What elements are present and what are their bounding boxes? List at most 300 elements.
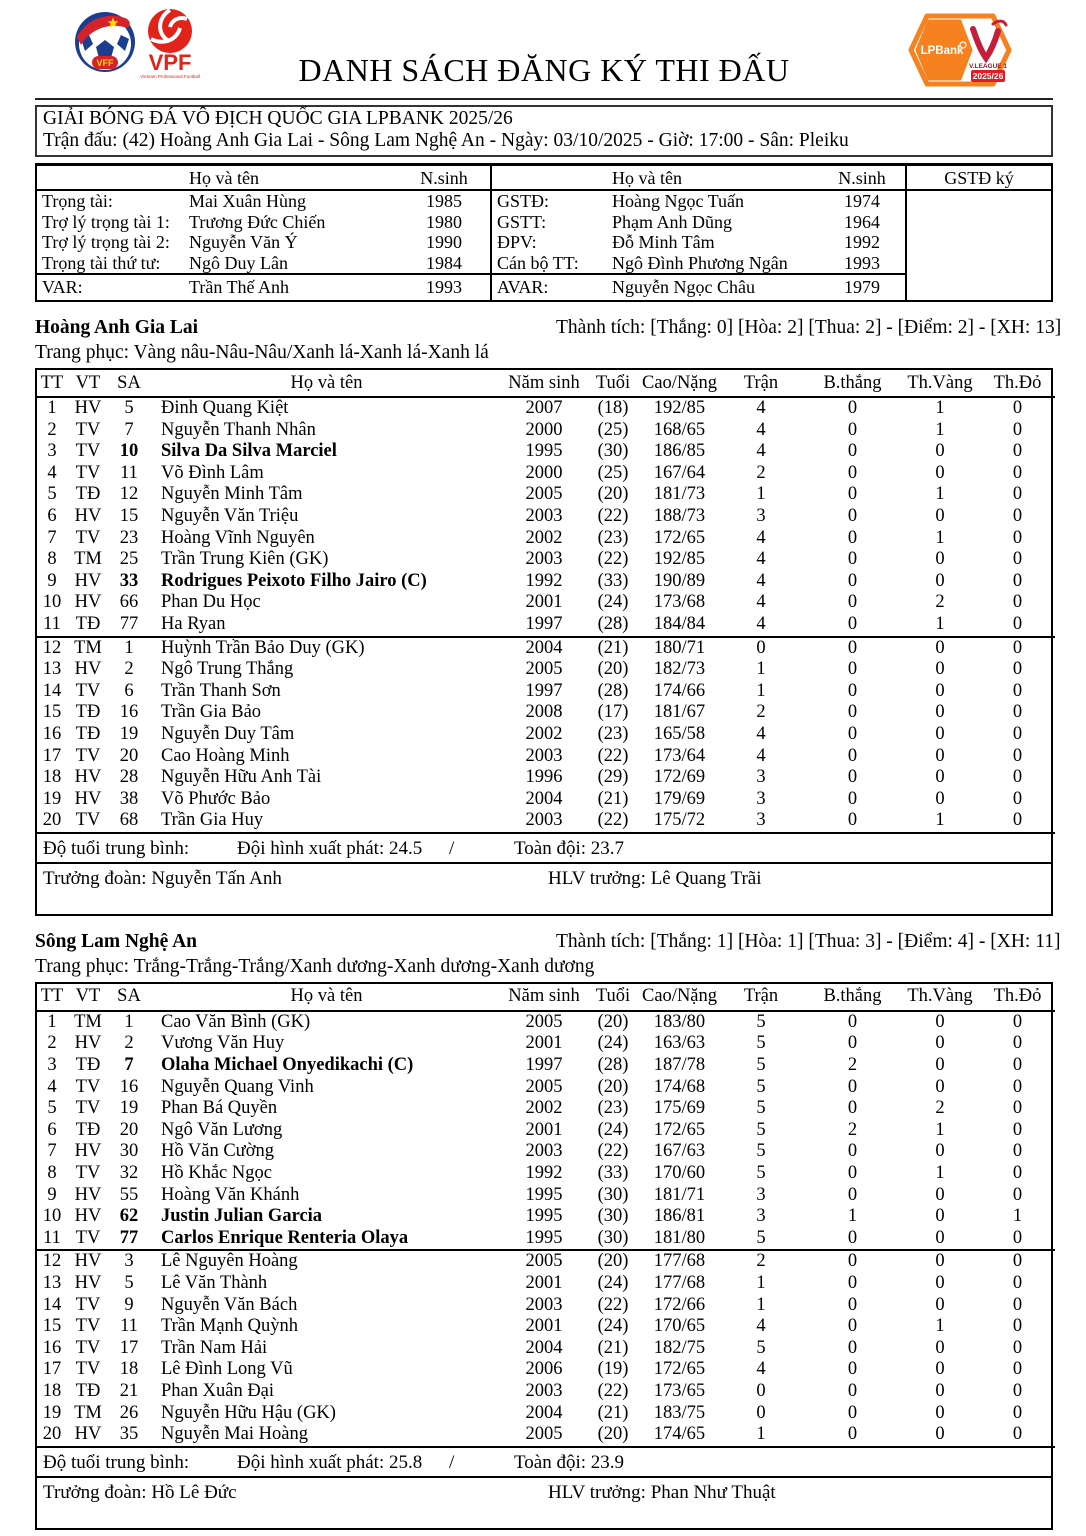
- player-vt: TĐ: [75, 613, 101, 634]
- player-red: 0: [1012, 723, 1023, 744]
- player-tt: 4: [47, 1076, 57, 1097]
- page-title: DANH SÁCH ĐĂNG KÝ THI ĐẤU: [298, 52, 790, 88]
- player-sa: 7: [124, 1055, 134, 1076]
- player-yellow: 0: [935, 1227, 945, 1248]
- player-vt: TV: [75, 462, 101, 483]
- player-vt: TĐ: [75, 1119, 101, 1140]
- player-red: 0: [1012, 1294, 1023, 1315]
- player-hw: 192/85: [653, 549, 706, 570]
- staff-row: [37, 1478, 1051, 1528]
- staff-row: [37, 864, 1051, 914]
- starters-body: [37, 1011, 1055, 1251]
- col-header-vt: VT: [67, 984, 109, 1011]
- player-matches: 4: [756, 1316, 766, 1337]
- player-name: Phan Xuân Đại: [161, 1380, 275, 1401]
- player-sa: 2: [124, 659, 134, 680]
- player-red: 1: [1012, 1206, 1023, 1227]
- player-age: (24): [597, 1273, 629, 1293]
- player-age: (21): [597, 788, 629, 809]
- player-yellow: 1: [935, 1119, 945, 1140]
- player-born: 1992: [525, 570, 563, 591]
- avar-row: [492, 273, 905, 300]
- official-role-label: Trọng tài thứ tư:: [42, 252, 161, 273]
- player-born: 2004: [525, 1402, 563, 1423]
- player-name: Nguyễn Quang Vinh: [161, 1076, 314, 1097]
- player-age: (17): [597, 702, 629, 723]
- birthyear-column-header: N.sinh: [838, 168, 886, 188]
- team-kit: Trang phục: Vàng nâu-Nâu-Nâu/Xanh lá-Xanh lá-Xanh lá: [35, 342, 489, 363]
- player-goals: 0: [847, 702, 858, 723]
- col-header-hw: Cao/Nặng: [642, 984, 717, 1011]
- player-matches: 4: [756, 549, 766, 570]
- team-record: Thành tích: [Thắng: 1] [Hòa: 1] [Thua: 3] - [Điểm: 4] - [XH: 11]: [556, 930, 1061, 952]
- player-vt: TV: [75, 1337, 101, 1358]
- player-yellow: 2: [935, 1098, 945, 1119]
- official-role-label: AVAR:: [497, 277, 549, 297]
- player-tt: 19: [42, 788, 62, 809]
- player-goals: 0: [847, 462, 858, 483]
- player-row: [37, 397, 1055, 420]
- official-row: [37, 212, 490, 233]
- player-sa: 20: [119, 745, 139, 766]
- player-hw: 172/65: [653, 1359, 706, 1380]
- player-row: [37, 549, 1055, 571]
- player-name: Trần Nam Hải: [161, 1337, 268, 1358]
- player-sa: 2: [124, 1033, 134, 1054]
- player-age: (22): [597, 745, 629, 766]
- vpf-sub-label: Vietnam Professional Football: [140, 74, 200, 79]
- player-tt: 1: [47, 1011, 57, 1032]
- player-sa: 30: [119, 1141, 139, 1162]
- player-born: 1997: [525, 1055, 563, 1076]
- player-yellow: 1: [935, 613, 945, 634]
- player-sa: 28: [119, 767, 139, 788]
- average-age-row: [37, 1448, 1051, 1478]
- player-red: 0: [1012, 1251, 1023, 1272]
- player-red: 0: [1012, 1337, 1023, 1358]
- player-red: 0: [1012, 1076, 1023, 1097]
- player-red: 0: [1012, 1011, 1023, 1032]
- player-sa: 3: [124, 1251, 134, 1272]
- player-yellow: 0: [935, 1424, 945, 1445]
- player-tt: 17: [42, 745, 62, 766]
- player-vt: HV: [74, 1184, 102, 1205]
- player-hw: 188/73: [653, 505, 706, 526]
- player-hw: 181/71: [653, 1184, 706, 1205]
- player-tt: 8: [47, 1163, 57, 1184]
- player-matches: 1: [756, 484, 766, 505]
- player-goals: 0: [847, 592, 858, 613]
- player-yellow: 0: [935, 723, 945, 744]
- player-goals: 0: [847, 613, 858, 634]
- player-row: [37, 659, 1055, 681]
- player-row: [37, 1273, 1055, 1295]
- starting-eleven-average: Đội hình xuất phát: 25.8: [237, 1451, 423, 1473]
- player-born: 2004: [525, 788, 563, 809]
- player-goals: 0: [847, 1294, 858, 1315]
- player-sa: 16: [119, 702, 139, 723]
- official-name: Trương Đức Chiến: [189, 211, 326, 232]
- player-vt: TĐ: [75, 702, 101, 723]
- player-row: [37, 1359, 1055, 1381]
- player-age: (20): [597, 659, 629, 680]
- player-goals: 0: [847, 659, 858, 680]
- player-matches: 5: [756, 1119, 766, 1140]
- team-header: [35, 930, 1061, 955]
- player-red: 0: [1012, 441, 1023, 462]
- official-birthyear: 1990: [426, 232, 462, 252]
- player-age: (28): [597, 613, 629, 634]
- player-yellow: 0: [935, 1141, 945, 1162]
- player-tt: 10: [42, 592, 62, 613]
- player-red: 0: [1012, 1316, 1023, 1337]
- player-tt: 9: [47, 1184, 57, 1205]
- player-red: 0: [1012, 810, 1023, 831]
- player-name: Silva Da Silva Marciel: [161, 441, 337, 462]
- player-tt: 12: [42, 637, 62, 658]
- player-red: 0: [1012, 788, 1023, 809]
- player-age: (20): [597, 1076, 629, 1097]
- player-yellow: 0: [935, 637, 945, 658]
- player-vt: HV: [74, 1141, 102, 1162]
- col-header-age: Tuổi: [584, 984, 642, 1011]
- player-sa: 35: [119, 1424, 139, 1445]
- players-table-header-row: [37, 984, 1055, 1011]
- player-yellow: 1: [935, 1316, 945, 1337]
- player-born: 2003: [525, 1141, 563, 1162]
- player-matches: 0: [756, 1380, 766, 1401]
- player-sa: 21: [119, 1380, 139, 1401]
- player-matches: 3: [756, 788, 766, 809]
- player-yellow: 0: [935, 767, 945, 788]
- player-name: Huỳnh Trần Bảo Duy (GK): [161, 637, 365, 658]
- official-row: [492, 253, 905, 274]
- player-red: 0: [1012, 570, 1023, 591]
- player-tt: 2: [47, 1033, 57, 1054]
- player-born: 2005: [525, 1251, 563, 1272]
- player-red: 0: [1012, 745, 1023, 766]
- player-hw: 192/85: [653, 398, 706, 418]
- player-matches: 5: [756, 1227, 766, 1248]
- player-row: [37, 637, 1055, 660]
- player-yellow: 0: [935, 702, 945, 723]
- player-vt: HV: [74, 1273, 102, 1293]
- player-matches: 5: [756, 1098, 766, 1119]
- starting-eleven-average: Đội hình xuất phát: 24.5: [237, 837, 423, 859]
- head-coach: HLV trưởng: Lê Quang Trãi: [548, 867, 762, 889]
- player-yellow: 0: [935, 1251, 945, 1272]
- player-row: [37, 1141, 1055, 1163]
- player-matches: 5: [756, 1141, 766, 1162]
- player-row: [37, 1381, 1055, 1403]
- player-born: 2001: [525, 1119, 563, 1140]
- player-row: [37, 724, 1055, 746]
- official-birthyear: 1985: [426, 191, 462, 211]
- player-yellow: 0: [935, 1206, 945, 1227]
- official-birthyear: 1992: [844, 232, 880, 252]
- player-row: [37, 767, 1055, 789]
- player-vt: HV: [74, 1424, 102, 1445]
- official-birthyear: 1993: [844, 252, 880, 273]
- player-name: Võ Phước Bảo: [161, 788, 271, 809]
- player-hw: 190/89: [653, 570, 706, 591]
- player-red: 0: [1012, 613, 1023, 634]
- player-vt: HV: [74, 788, 102, 809]
- player-sa: 55: [119, 1184, 139, 1205]
- player-row: [37, 1295, 1055, 1317]
- player-born: 2004: [525, 1337, 563, 1358]
- starters-body: [37, 397, 1055, 637]
- player-matches: 4: [756, 613, 766, 634]
- player-tt: 10: [42, 1206, 62, 1227]
- player-yellow: 0: [935, 462, 945, 483]
- player-matches: 2: [756, 462, 766, 483]
- player-red: 0: [1012, 1273, 1023, 1293]
- player-name: Phan Du Học: [161, 592, 261, 613]
- player-red: 0: [1012, 462, 1023, 483]
- player-tt: 18: [42, 767, 62, 788]
- player-name: Justin Julian Garcia: [161, 1206, 323, 1227]
- player-born: 2002: [525, 527, 563, 548]
- player-age: (25): [597, 462, 629, 483]
- player-born: 2001: [525, 1033, 563, 1054]
- player-tt: 16: [42, 723, 62, 744]
- player-yellow: 0: [935, 1294, 945, 1315]
- player-tt: 3: [47, 441, 57, 462]
- player-born: 2003: [525, 745, 563, 766]
- player-yellow: 0: [935, 1184, 945, 1205]
- col-header-goals: B.thắng: [805, 370, 900, 397]
- player-row: [37, 484, 1055, 506]
- player-tt: 15: [42, 702, 62, 723]
- player-hw: 172/65: [653, 527, 706, 548]
- player-hw: 181/67: [653, 702, 706, 723]
- player-red: 0: [1012, 1380, 1023, 1401]
- player-vt: TĐ: [75, 723, 101, 744]
- player-hw: 174/65: [653, 1424, 706, 1445]
- player-vt: TĐ: [75, 1380, 101, 1401]
- player-born: 2002: [525, 723, 563, 744]
- player-born: 2001: [525, 1316, 563, 1337]
- officials-header-spacer: [37, 166, 189, 189]
- team-roster-block: [35, 368, 1053, 916]
- player-hw: 168/65: [653, 419, 706, 440]
- player-age: (23): [597, 527, 629, 548]
- player-matches: 5: [756, 1076, 766, 1097]
- player-tt: 11: [43, 1227, 61, 1248]
- official-role-label: Trọng tài:: [42, 191, 113, 211]
- player-tt: 13: [42, 659, 62, 680]
- player-red: 0: [1012, 1141, 1023, 1162]
- player-vt: TM: [74, 1011, 102, 1032]
- player-red: 0: [1012, 484, 1023, 505]
- player-red: 0: [1012, 659, 1023, 680]
- player-born: 2004: [525, 637, 563, 658]
- official-row: [492, 275, 905, 300]
- player-matches: 4: [756, 1359, 766, 1380]
- player-goals: 2: [847, 1119, 858, 1140]
- player-born: 1995: [525, 441, 563, 462]
- player-name: Nguyễn Văn Triệu: [161, 505, 299, 526]
- player-sa: 38: [119, 788, 139, 809]
- player-vt: HV: [74, 1206, 102, 1227]
- player-hw: 165/58: [653, 723, 706, 744]
- name-column-header: Họ và tên: [189, 168, 259, 188]
- player-red: 0: [1012, 767, 1023, 788]
- player-goals: 0: [847, 637, 858, 658]
- player-yellow: 0: [935, 570, 945, 591]
- player-red: 0: [1012, 592, 1023, 613]
- player-tt: 16: [42, 1337, 62, 1358]
- player-hw: 173/64: [653, 745, 706, 766]
- player-hw: 186/85: [653, 441, 706, 462]
- player-name: Nguyễn Hữu Hậu (GK): [161, 1402, 336, 1423]
- player-age: (18): [597, 398, 629, 418]
- player-hw: 170/60: [653, 1163, 706, 1184]
- col-header-name: Họ và tên: [149, 984, 504, 1011]
- player-sa: 25: [119, 549, 139, 570]
- player-age: (22): [597, 549, 629, 570]
- player-tt: 6: [47, 505, 57, 526]
- player-name: Carlos Enrique Renteria Olaya: [161, 1227, 409, 1248]
- player-name: Nguyễn Văn Bách: [161, 1294, 298, 1315]
- player-yellow: 0: [935, 1076, 945, 1097]
- player-sa: 6: [124, 680, 134, 701]
- col-header-hw: Cao/Nặng: [642, 370, 717, 397]
- player-age: (25): [597, 419, 629, 440]
- player-row: [37, 441, 1055, 463]
- player-age: (24): [597, 592, 629, 613]
- player-age: (20): [597, 1424, 629, 1445]
- player-born: 1995: [525, 1206, 563, 1227]
- official-role-label: Cán bộ TT:: [497, 252, 579, 273]
- player-goals: 0: [847, 788, 858, 809]
- player-matches: 1: [756, 1294, 766, 1315]
- player-sa: 68: [119, 810, 139, 831]
- player-sa: 33: [119, 570, 139, 591]
- player-row: [37, 1011, 1055, 1034]
- player-row: [37, 1228, 1055, 1251]
- player-row: [37, 528, 1055, 550]
- player-sa: 9: [124, 1294, 134, 1315]
- player-yellow: 0: [935, 441, 945, 462]
- player-age: (29): [597, 767, 629, 788]
- player-name: Ha Ryan: [161, 613, 226, 634]
- player-goals: 0: [847, 1337, 858, 1358]
- player-name: Olaha Michael Onyedikachi (C): [161, 1055, 414, 1076]
- player-tt: 7: [47, 1141, 57, 1162]
- player-sa: 26: [119, 1402, 139, 1423]
- name-column-header: Họ và tên: [612, 168, 682, 188]
- player-row: [37, 463, 1055, 485]
- player-row: [37, 1185, 1055, 1207]
- vpf-label: VPF: [148, 50, 192, 75]
- player-yellow: 0: [935, 1380, 945, 1401]
- player-age: (28): [597, 1055, 629, 1076]
- player-born: 2008: [525, 702, 563, 723]
- player-name: Nguyễn Thanh Nhân: [161, 419, 316, 440]
- officials-right-body: [492, 191, 905, 273]
- officials-left-section: [37, 166, 492, 300]
- player-vt: TM: [74, 549, 102, 570]
- player-matches: 0: [756, 1402, 766, 1423]
- player-yellow: 2: [935, 592, 945, 613]
- player-red: 0: [1012, 1055, 1023, 1076]
- player-yellow: 0: [935, 680, 945, 701]
- player-name: Hoàng Vĩnh Nguyên: [161, 527, 315, 548]
- player-vt: HV: [74, 1033, 102, 1054]
- player-matches: 3: [756, 767, 766, 788]
- player-yellow: 0: [935, 1011, 945, 1032]
- player-age: (20): [597, 484, 629, 505]
- player-age: (22): [597, 810, 629, 831]
- player-sa: 15: [119, 505, 139, 526]
- player-row: [37, 1206, 1055, 1228]
- player-name: Lê Nguyên Hoàng: [161, 1251, 298, 1272]
- document-header: [35, 0, 1053, 100]
- player-goals: 0: [847, 680, 858, 701]
- player-age: (24): [597, 1316, 629, 1337]
- player-red: 0: [1012, 527, 1023, 548]
- player-vt: TV: [75, 810, 101, 831]
- player-goals: 0: [847, 419, 858, 440]
- player-hw: 174/68: [653, 1076, 706, 1097]
- col-header-born: Năm sinh: [504, 984, 584, 1011]
- player-age: (23): [597, 723, 629, 744]
- player-vt: TM: [74, 1402, 102, 1423]
- official-role-label: ĐPV:: [497, 232, 537, 252]
- player-tt: 19: [42, 1402, 62, 1423]
- player-sa: 12: [119, 484, 139, 505]
- player-vt: TV: [75, 745, 101, 766]
- player-hw: 175/69: [653, 1098, 706, 1119]
- player-yellow: 0: [935, 1337, 945, 1358]
- official-birthyear: 1984: [426, 252, 462, 273]
- player-goals: 0: [847, 1076, 858, 1097]
- player-born: 2002: [525, 1098, 563, 1119]
- officials-left-header: [37, 166, 490, 191]
- player-hw: 172/66: [653, 1294, 706, 1315]
- player-red: 0: [1012, 398, 1023, 418]
- official-birthyear: 1964: [844, 211, 880, 232]
- player-sa: 23: [119, 527, 139, 548]
- team-record: Thành tích: [Thắng: 0] [Hòa: 2] [Thua: 2] - [Điểm: 2] - [XH: 13]: [556, 317, 1062, 338]
- player-red: 0: [1012, 1098, 1023, 1119]
- player-yellow: 0: [935, 745, 945, 766]
- players-table-header-row: [37, 370, 1055, 397]
- player-age: (20): [597, 1251, 629, 1272]
- official-name: Trần Thế Anh: [189, 277, 290, 297]
- player-tt: 5: [47, 1098, 57, 1119]
- player-hw: 163/63: [653, 1033, 706, 1054]
- player-matches: 0: [756, 637, 766, 658]
- player-red: 0: [1012, 1163, 1023, 1184]
- player-born: 2005: [525, 1424, 563, 1445]
- player-vt: TV: [75, 1359, 101, 1380]
- players-table: [37, 370, 1055, 834]
- player-row: [37, 1403, 1055, 1425]
- player-hw: 172/65: [653, 1119, 706, 1140]
- player-hw: 167/63: [653, 1141, 706, 1162]
- player-matches: 2: [756, 1251, 766, 1272]
- player-matches: 4: [756, 419, 766, 440]
- player-tt: 5: [47, 484, 57, 505]
- player-row: [37, 1098, 1055, 1120]
- player-matches: 5: [756, 1337, 766, 1358]
- team-manager: Trưởng đoàn: Hồ Lê Đức: [43, 1481, 237, 1503]
- officials-header-spacer: [492, 166, 612, 189]
- player-matches: 4: [756, 570, 766, 591]
